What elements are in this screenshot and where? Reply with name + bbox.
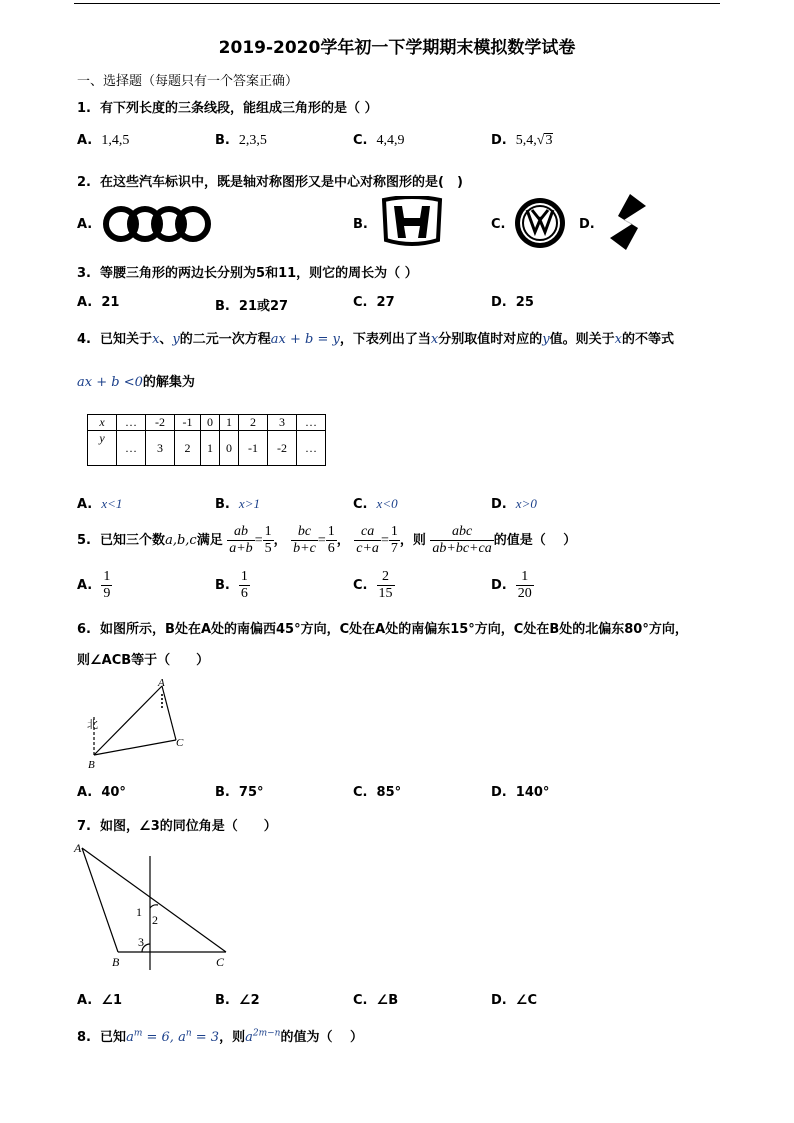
table-row: y … 3 2 1 0 -1 -2 … <box>88 431 326 466</box>
q1-option-c[interactable]: C. 4,4,9 <box>353 133 405 148</box>
question-4-line-2: ax + b <0的解集为 <box>77 375 195 390</box>
question-2-text: 在这些汽车标识中，既是轴对称图形又是中心对称图形的是( ) <box>100 175 463 190</box>
question-7-text: 如图，∠3的同位角是（ ） <box>100 819 277 834</box>
q6-option-a[interactable]: A. 40° <box>77 785 126 800</box>
fraction: $\frac{ab}{a+b}$ <box>229 524 253 556</box>
angle-3-label: 3 <box>138 935 144 949</box>
triangle-diagram <box>72 838 232 974</box>
q7-option-a[interactable]: A. ∠1 <box>77 993 123 1008</box>
q3-option-d[interactable]: D. 25 <box>491 295 534 310</box>
question-6-text: 如图所示，B处在A处的南偏西45°方向，C处在A处的南偏东15°方向，C处在B处的北偏东80°方向， <box>100 622 688 637</box>
fraction: $\frac{bc}{b+c}$ <box>293 524 316 556</box>
q1-option-b[interactable]: B. 2,3,5 <box>215 133 267 148</box>
q6-option-d[interactable]: D. 140° <box>491 785 550 800</box>
question-1: 1. 有下列长度的三条线段，能组成三角形的是（ ） <box>77 101 378 116</box>
q2-option-c-label: C. <box>491 217 506 232</box>
bearing-diagram <box>82 676 192 772</box>
q3-option-b[interactable]: B. 21或27 <box>215 299 289 314</box>
question-2: 2. 在这些汽车标识中，既是轴对称图形又是中心对称图形的是( ) <box>77 175 463 190</box>
q6-option-c[interactable]: C. 85° <box>353 785 402 800</box>
question-3-text: 等腰三角形的两边长分别为5和11，则它的周长为（ ） <box>100 266 418 281</box>
fraction: $\frac{ca}{c+a}$ <box>356 524 379 556</box>
question-3: 3. 等腰三角形的两边长分别为5和11，则它的周长为（ ） <box>77 266 418 281</box>
q3-option-a[interactable]: A. 21 <box>77 295 120 310</box>
honda-logo-icon[interactable] <box>380 196 444 248</box>
point-c-label: C <box>176 737 184 749</box>
q4-option-d[interactable]: D. x>0 <box>491 496 537 512</box>
q7-option-d[interactable]: D. ∠C <box>491 993 537 1008</box>
q4-option-c[interactable]: C. x<0 <box>353 496 398 512</box>
q3-option-c[interactable]: C. 27 <box>353 295 395 310</box>
page-title: 2019-2020学年初一下学期期末模拟数学试卷 <box>218 38 576 58</box>
point-b-label: B <box>112 955 120 969</box>
q4-option-a[interactable]: A. x<1 <box>77 496 123 512</box>
question-4: 4. 已知关于x、y的二元一次方程ax + b = y，下表列出了当x分别取值时对应的y值。则关于x的不等式 <box>77 332 674 347</box>
point-a-label: A <box>74 841 82 855</box>
q2-option-a-label: A. <box>77 217 93 232</box>
volkswagen-logo-icon[interactable] <box>513 196 567 250</box>
angle-1-label: 1 <box>136 905 142 919</box>
question-1-text: 有下列长度的三条线段，能组成三角形的是（ ） <box>100 101 378 116</box>
question-6: 6. 如图所示，B处在A处的南偏西45°方向，C处在A处的南偏东15°方向，C处在B处的北偏东80°方向， <box>77 622 688 637</box>
fraction: $\frac{\text{abc}}{ab+bc+ca}$ <box>432 524 492 556</box>
angle-2-label: 2 <box>152 913 158 927</box>
table-row: x … -2 -1 0 1 2 3 … <box>88 415 326 431</box>
audi-rings-logo-icon[interactable] <box>102 204 214 244</box>
point-b-label: B <box>88 759 95 771</box>
north-label: 北 <box>87 718 98 731</box>
q5-option-a[interactable]: A. $\frac{1}{9}$ <box>77 569 111 601</box>
section-heading: 一、选择题（每题只有一个答案正确） <box>77 74 299 89</box>
question-6-line-2: 则∠ACB等于（ ） <box>77 653 210 668</box>
q5-option-c[interactable]: C. $\frac{2}{15}$ <box>353 569 393 601</box>
fraction: $\frac{1}{7}$ <box>390 524 398 556</box>
q1-option-d[interactable]: D. 5,4,√3 <box>491 133 553 148</box>
point-c-label: C <box>216 955 225 969</box>
q6-option-b[interactable]: B. 75° <box>215 785 264 800</box>
q7-option-b[interactable]: B. ∠2 <box>215 993 260 1008</box>
question-7: 7. 如图，∠3的同位角是（ ） <box>77 819 277 834</box>
fraction: $\frac{1}{6}$ <box>327 524 335 556</box>
q7-option-c[interactable]: C. ∠B <box>353 993 399 1008</box>
header-rule <box>74 3 720 4</box>
point-a-label: A <box>158 677 165 689</box>
question-8: 8. 已知$a^m = 6$, $a^n = 3$，则$a^{2m-n}$的值为（ ） <box>77 1028 363 1045</box>
suzuki-logo-icon[interactable] <box>606 194 650 250</box>
q1-option-a[interactable]: A. 1,4,5 <box>77 133 130 148</box>
q5-option-b[interactable]: B. $\frac{1}{6}$ <box>215 569 248 601</box>
q2-option-b-label: B. <box>353 217 368 232</box>
fraction: $\frac{1}{5}$ <box>264 524 272 556</box>
question-5: 5. 已知三个数a,b,c满足 $\frac{ab}{a+b}$ = $\frac{1}{5}$ ， $\frac{bc}{b+c}$ = $\frac{1}{6}$ ， $\frac{ca}{c+a}$ = $\frac{1}{7}$ ，则 $\frac{\text{abc}}{ab+bc+ca}$ 的值是（ ） <box>77 524 577 556</box>
q2-option-d-label: D. <box>579 217 595 232</box>
q5-option-d[interactable]: D. $\frac{1}{20}$ <box>491 569 532 601</box>
q4-option-b[interactable]: B. x>1 <box>215 496 260 512</box>
value-table <box>87 414 326 466</box>
